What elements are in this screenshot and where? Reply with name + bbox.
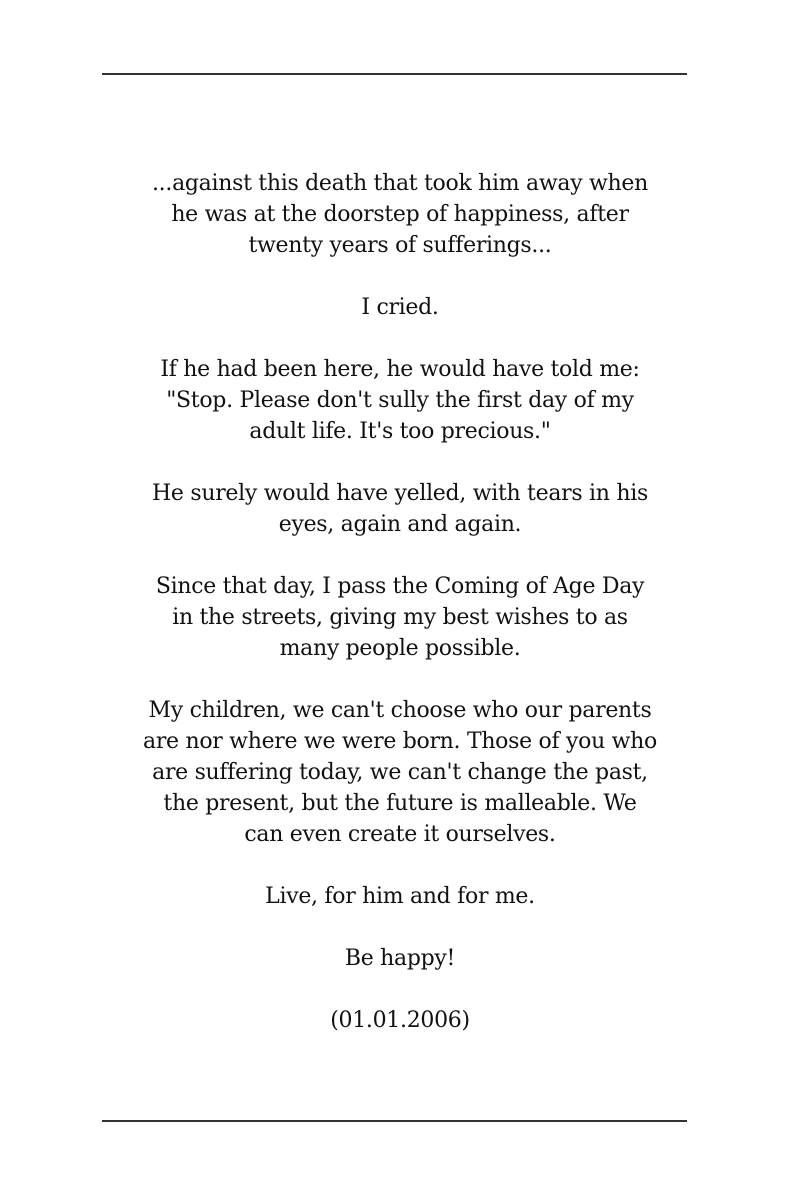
- paragraph-he-surely-yelled: He surely would have yelled, with tears in his eyes, again and again.: [152, 481, 648, 537]
- page-body: [100, 168, 700, 1067]
- bottom-divider: [102, 1120, 687, 1122]
- paragraph-if-he-had-been-here: If he had been here, he would have told me: "Stop. Please don't sully the first day of my adult life. It's too precious.": [160, 357, 640, 444]
- paragraph-live: Live, for him and for me.: [265, 884, 535, 909]
- paragraph-be-happy: Be happy!: [344, 946, 456, 971]
- paragraph-my-children: My children, we can't choose who our parents are nor where we were born. Those of you who are suffering today, we can't change the past, the present, but the future is malleable. We can even create it ourselves.: [143, 698, 657, 847]
- paragraph-i-cried: I cried.: [361, 295, 439, 320]
- top-divider: [102, 73, 687, 75]
- date-line: (01.01.2006): [330, 1008, 470, 1033]
- paragraph-since-that-day: Since that day, I pass the Coming of Age Day in the streets, giving my best wishes to as many people possible.: [155, 574, 645, 661]
- paragraph-against-death: ...against this death that took him away when he was at the doorstep of happiness, after twenty years of sufferings...: [151, 171, 649, 258]
